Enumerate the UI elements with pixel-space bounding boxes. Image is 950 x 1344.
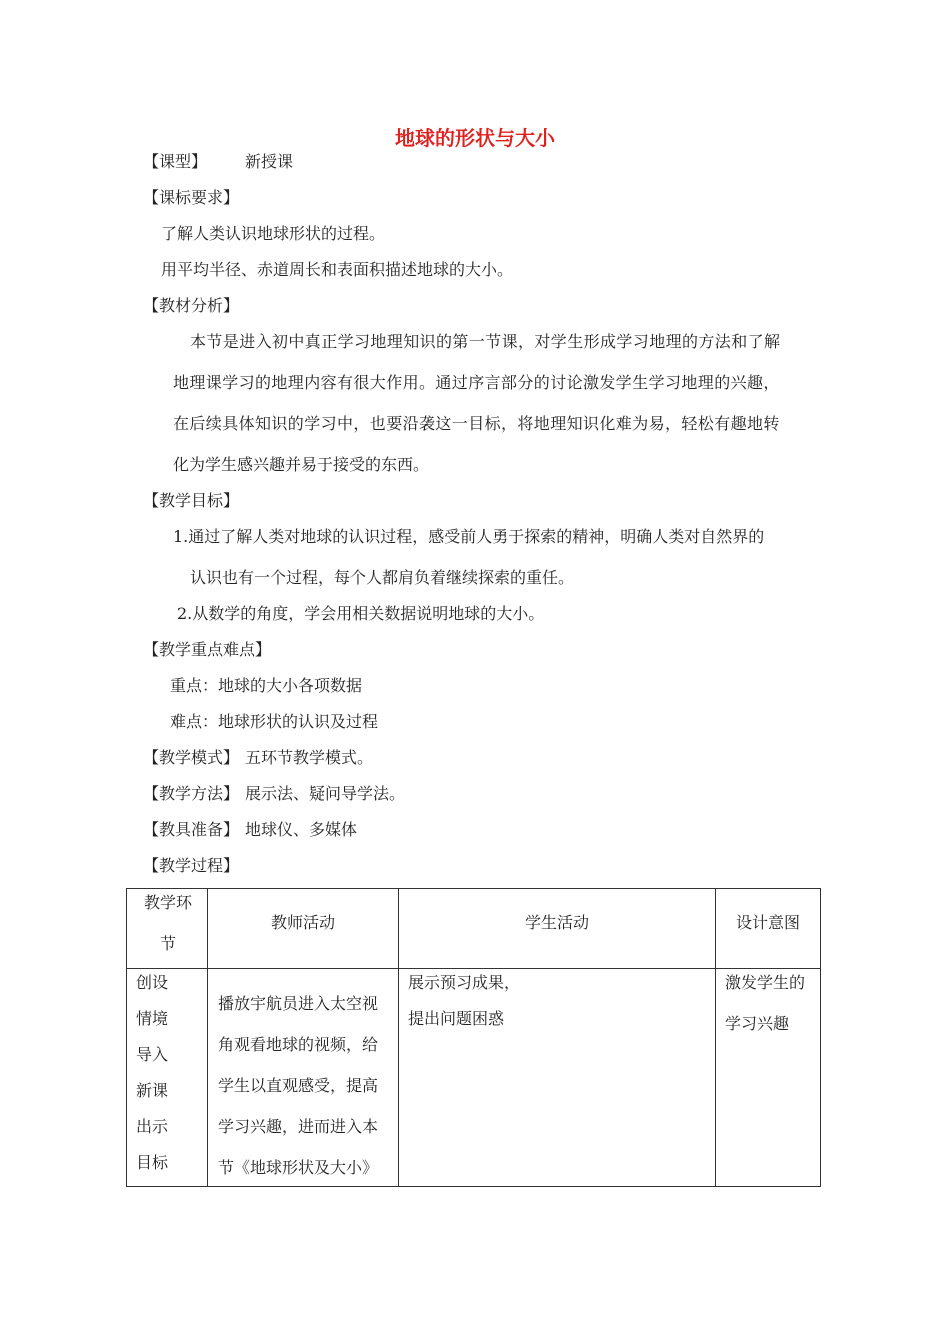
stage-line: 导入 bbox=[136, 1045, 169, 1064]
tools-label: 【教具准备】 bbox=[143, 820, 240, 839]
lesson-type-label: 【课型】 bbox=[143, 152, 208, 171]
key-point-focus: 重点：地球的大小各项数据 bbox=[170, 676, 363, 695]
goals-label: 【教学目标】 bbox=[143, 491, 240, 510]
goal-line: 1.通过了解人类对地球的认识过程，感受前人勇于探索的精神，明确人类对自然界的 bbox=[173, 527, 765, 546]
teacher-line: 播放宇航员进入太空视 bbox=[218, 994, 379, 1013]
intent-line: 学习兴趣 bbox=[725, 1014, 790, 1033]
header-teacher-text: 教师活动 bbox=[271, 913, 336, 932]
page-title: 地球的形状与大小 bbox=[395, 126, 555, 150]
method-label: 【教学方法】 bbox=[143, 784, 240, 803]
analysis-line: 化为学生感兴趣并易于接受的东西。 bbox=[173, 455, 430, 474]
analysis-label: 【教材分析】 bbox=[143, 296, 240, 315]
header-teacher bbox=[208, 889, 399, 969]
curriculum-item: 了解人类认识地球形状的过程。 bbox=[161, 224, 386, 243]
analysis-line: 地理课学习的地理内容有很大作用。通过序言部分的讨论激发学生学习地理的兴趣， bbox=[173, 373, 780, 392]
stage-line: 创设 bbox=[136, 973, 169, 992]
lesson-type-value: 新授课 bbox=[245, 152, 294, 171]
student-cell bbox=[399, 969, 716, 1187]
table-row bbox=[127, 969, 821, 1187]
stage-line: 新课 bbox=[136, 1081, 169, 1100]
stage-line: 出示 bbox=[136, 1117, 169, 1136]
goal-line: 2.从数学的角度，学会用相关数据说明地球的大小。 bbox=[177, 604, 545, 623]
key-points-label: 【教学重点难点】 bbox=[143, 640, 272, 659]
student-line: 提出问题困惑 bbox=[408, 1009, 505, 1028]
process-table bbox=[126, 888, 821, 1187]
header-intent bbox=[716, 889, 821, 969]
student-line: 展示预习成果， bbox=[408, 973, 521, 992]
stage-line: 目标 bbox=[136, 1153, 169, 1172]
header-stage-line: 教学环 bbox=[144, 893, 193, 912]
teacher-cell bbox=[208, 969, 399, 1187]
curriculum-label: 【课标要求】 bbox=[143, 188, 240, 207]
teacher-line: 学习兴趣，进而进入本 bbox=[218, 1117, 379, 1136]
analysis-line: 在后续具体知识的学习中，也要沿袭这一目标，将地理知识化难为易，轻松有趣地转 bbox=[173, 414, 780, 433]
intent-line: 激发学生的 bbox=[725, 973, 806, 992]
goal-line: 认识也有一个过程，每个人都肩负着继续探索的重任。 bbox=[190, 568, 575, 587]
process-label: 【教学过程】 bbox=[143, 856, 240, 875]
header-stage bbox=[127, 889, 208, 969]
header-stage-line: 节 bbox=[160, 934, 177, 953]
key-point-difficulty: 难点：地球形状的认识及过程 bbox=[170, 712, 379, 731]
tools-value: 地球仪、多媒体 bbox=[245, 820, 358, 839]
analysis-line: 本节是进入初中真正学习地理知识的第一节课，对学生形成学习地理的方法和了解 bbox=[190, 332, 781, 351]
intent-cell bbox=[716, 969, 821, 1187]
header-student bbox=[399, 889, 716, 969]
teacher-line: 学生以直观感受，提高 bbox=[218, 1076, 379, 1095]
table-header-row bbox=[127, 889, 821, 969]
curriculum-item: 用平均半径、赤道周长和表面积描述地球的大小。 bbox=[161, 260, 514, 279]
teacher-line: 节《地球形状及大小》 bbox=[218, 1158, 379, 1177]
header-student-text: 学生活动 bbox=[525, 913, 590, 932]
stage-line: 情境 bbox=[136, 1009, 169, 1028]
mode-value: 五环节教学模式。 bbox=[245, 748, 374, 767]
method-value: 展示法、疑问导学法。 bbox=[245, 784, 406, 803]
mode-label: 【教学模式】 bbox=[143, 748, 240, 767]
stage-cell bbox=[127, 969, 208, 1187]
header-intent-text: 设计意图 bbox=[736, 913, 801, 932]
teacher-line: 角观看地球的视频，给 bbox=[218, 1035, 379, 1054]
